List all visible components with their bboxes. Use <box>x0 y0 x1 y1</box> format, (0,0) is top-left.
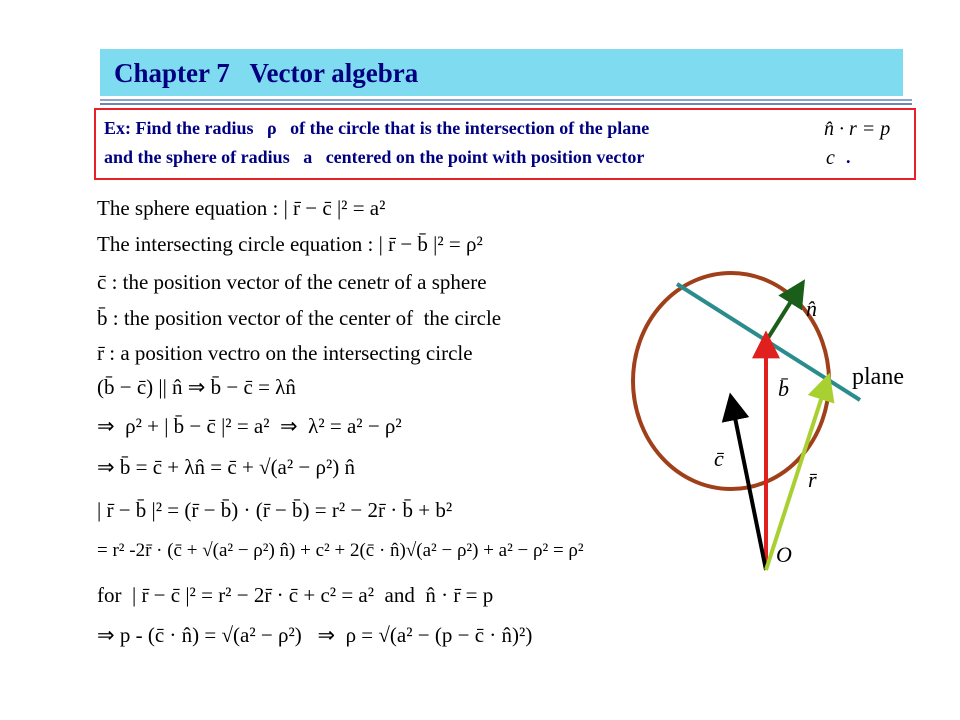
label-origin: O <box>776 542 792 567</box>
r-definition-line: r̄ : a position vectro on the intersecting circle <box>97 341 473 365</box>
label-b: b̄ <box>778 376 789 401</box>
title-rule-top <box>100 99 912 101</box>
b-vector-line: ⇒ b̄ = c̄ + λn̂ = c̄ + √(a² − ρ²) n̂ <box>97 455 356 479</box>
example-period: . <box>846 147 851 167</box>
substitution-line: = r² -2r̄ · (c̄ + √(a² − ρ²) n̂) + c² + 2(c̄ · n̂)√(a² − ρ²) + a² − ρ² = ρ² <box>97 540 584 561</box>
condition-line: for | r̄ − c̄ |² = r² − 2r̄ · c̄ + c² = a² and n̂ · r̄ = p <box>97 583 494 607</box>
label-plane: plane <box>852 364 904 390</box>
c-definition-line: c̄ : the position vector of the cenetr of a sphere <box>97 270 487 294</box>
example-box <box>94 108 916 180</box>
slide-title: Chapter 7 Vector algebra <box>114 58 419 88</box>
example-line-1: Ex: Find the radius ρ of the circle that is the intersection of the plane <box>104 118 650 138</box>
geometry-diagram <box>600 270 940 590</box>
plane-equation: n̂ · r = p <box>824 118 891 140</box>
sphere-circle <box>633 273 829 489</box>
title-rule-bottom <box>100 103 912 105</box>
center-vector: c <box>826 147 835 169</box>
parallel-line: (b̄ − c̄) || n̂ ⇒ b̄ − c̄ = λn̂ <box>97 375 296 399</box>
b-definition-line: b̄ : the position vector of the center of the circle <box>97 306 502 330</box>
label-c: c̄ <box>714 446 724 471</box>
label-n: n̂ <box>806 296 817 321</box>
sphere-equation-line: The sphere equation : | r̄ − c̄ |² = a² <box>97 196 386 220</box>
result-line: ⇒ p - (c̄ · n̂) = √(a² − ρ²) ⇒ ρ = √(a² − (p − c̄ · n̂)²) <box>97 623 533 647</box>
plane-line <box>677 284 860 400</box>
title-bar <box>100 49 903 96</box>
circle-equation-line: The intersecting circle equation : | r̄ − b̄ |² = ρ² <box>97 232 483 256</box>
expansion-line: | r̄ − b̄ |² = (r̄ − b̄) · (r̄ − b̄) = r² − 2r̄ · b̄ + b² <box>97 498 453 522</box>
label-r: r̄ <box>808 467 817 492</box>
lambda-line: ⇒ ρ² + | b̄ − c̄ |² = a² ⇒ λ² = a² − ρ² <box>97 414 402 438</box>
example-line-2: and the sphere of radius a centered on the point with position vector <box>104 147 645 167</box>
